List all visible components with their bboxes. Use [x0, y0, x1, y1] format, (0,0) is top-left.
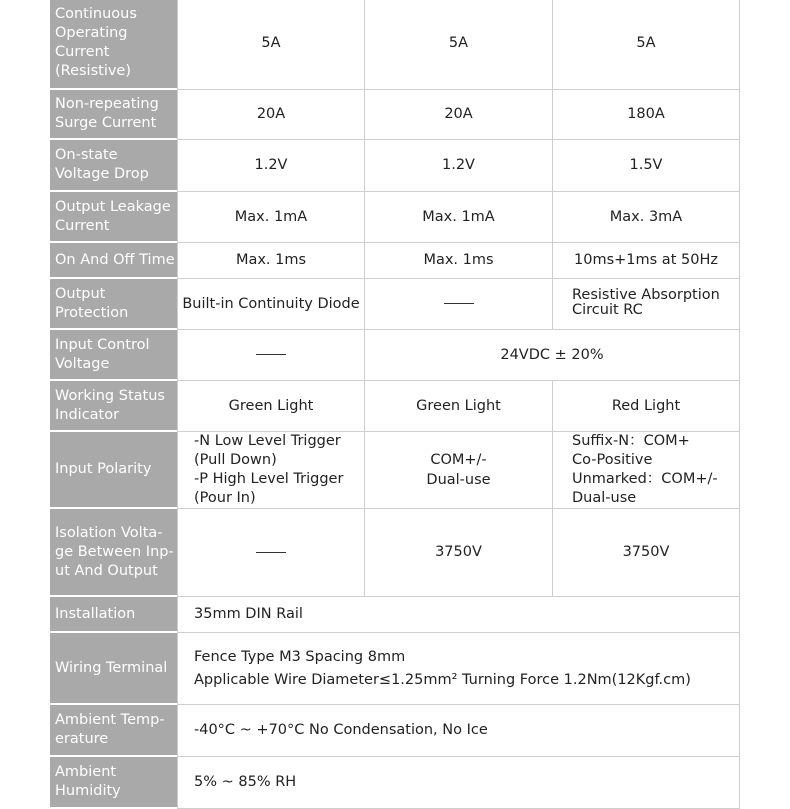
cell-value-empty: [177, 330, 364, 381]
row-label: Installation: [50, 597, 177, 633]
table-row: [50, 757, 740, 809]
spec-table: [50, 0, 740, 809]
row-label: Isolation Volta- ge Between Inp- ut And Output: [50, 509, 177, 597]
cell-value: Max. 3mA: [552, 192, 740, 243]
cell-value: Red Light: [552, 381, 740, 432]
cell-text: Fence Type M3 Spacing 8mm Applicable Wire Diameter≤1.25mm² Turning Force 1.2Nm(12Kgf.cm): [194, 648, 691, 688]
cell-value: 1.5V: [552, 140, 740, 192]
row-label: Non-repeating Surge Current: [50, 90, 177, 140]
cell-value: 3750V: [552, 509, 740, 597]
cell-value: Max. 1mA: [364, 192, 552, 243]
row-label: Input Control Voltage: [50, 330, 177, 381]
table-row: [50, 432, 740, 509]
cell-value: [177, 432, 364, 509]
cell-value: Built-in Continuity Diode: [177, 279, 364, 330]
cell-text: Resistive Absorption Circuit RC: [572, 287, 720, 318]
cell-value: 5A: [364, 0, 552, 90]
dash-placeholder: [256, 354, 286, 355]
cell-value: Max. 1ms: [177, 243, 364, 279]
cell-value: 1.2V: [364, 140, 552, 192]
row-label: Output Leakage Current: [50, 192, 177, 243]
row-label: Working Status Indicator: [50, 381, 177, 432]
cell-value: 20A: [364, 90, 552, 140]
cell-value: Green Light: [364, 381, 552, 432]
cell-value: [552, 432, 740, 509]
table-row: [50, 192, 740, 243]
row-label: Continuous Operating Current (Resistive): [50, 0, 177, 90]
cell-value: Max. 1ms: [364, 243, 552, 279]
cell-text: Suffix-N：COM+ Co-Positive Unmarked：COM+/- Dual-use: [572, 433, 718, 506]
cell-value: [552, 279, 740, 330]
cell-value: 10ms+1ms at 50Hz: [552, 243, 740, 279]
cell-text: COM+/- Dual-use: [426, 452, 491, 488]
table-row: [50, 243, 740, 279]
row-label: Wiring Terminal: [50, 633, 177, 705]
cell-value: 5A: [552, 0, 740, 90]
row-label: On And Off Time: [50, 243, 177, 279]
table-row: [50, 90, 740, 140]
cell-value: 1.2V: [177, 140, 364, 192]
table-row: [50, 279, 740, 330]
cell-value: [364, 432, 552, 509]
cell-value-empty: [364, 279, 552, 330]
cell-value: 3750V: [364, 509, 552, 597]
cell-value: -40°C ~ +70°C No Condensation, No Ice: [177, 705, 740, 757]
cell-value: 20A: [177, 90, 364, 140]
cell-value: Green Light: [177, 381, 364, 432]
table-row: [50, 509, 740, 597]
cell-value-empty: [177, 509, 364, 597]
row-label: Output Protection: [50, 279, 177, 330]
cell-value: 5A: [177, 0, 364, 90]
table-row: [50, 0, 740, 90]
table-row: [50, 705, 740, 757]
cell-value: 24VDC ± 20%: [364, 330, 740, 381]
dash-placeholder: [444, 303, 474, 304]
table-row: [50, 330, 740, 381]
cell-value: [177, 633, 740, 705]
cell-value: 35mm DIN Rail: [177, 597, 740, 633]
cell-value: 5% ~ 85% RH: [177, 757, 740, 809]
cell-value: Max. 1mA: [177, 192, 364, 243]
row-label: On-state Voltage Drop: [50, 140, 177, 192]
cell-value: 180A: [552, 90, 740, 140]
table-row: [50, 140, 740, 192]
row-label: Input Polarity: [50, 432, 177, 509]
table-row: [50, 597, 740, 633]
table-row: [50, 633, 740, 705]
cell-text: -N Low Level Trigger (Pull Down) -P High Level Trigger (Pour In): [194, 433, 344, 506]
row-label: Ambient Temp- erature: [50, 705, 177, 757]
dash-placeholder: [256, 552, 286, 553]
table-row: [50, 381, 740, 432]
row-label: Ambient Humidity: [50, 757, 177, 809]
